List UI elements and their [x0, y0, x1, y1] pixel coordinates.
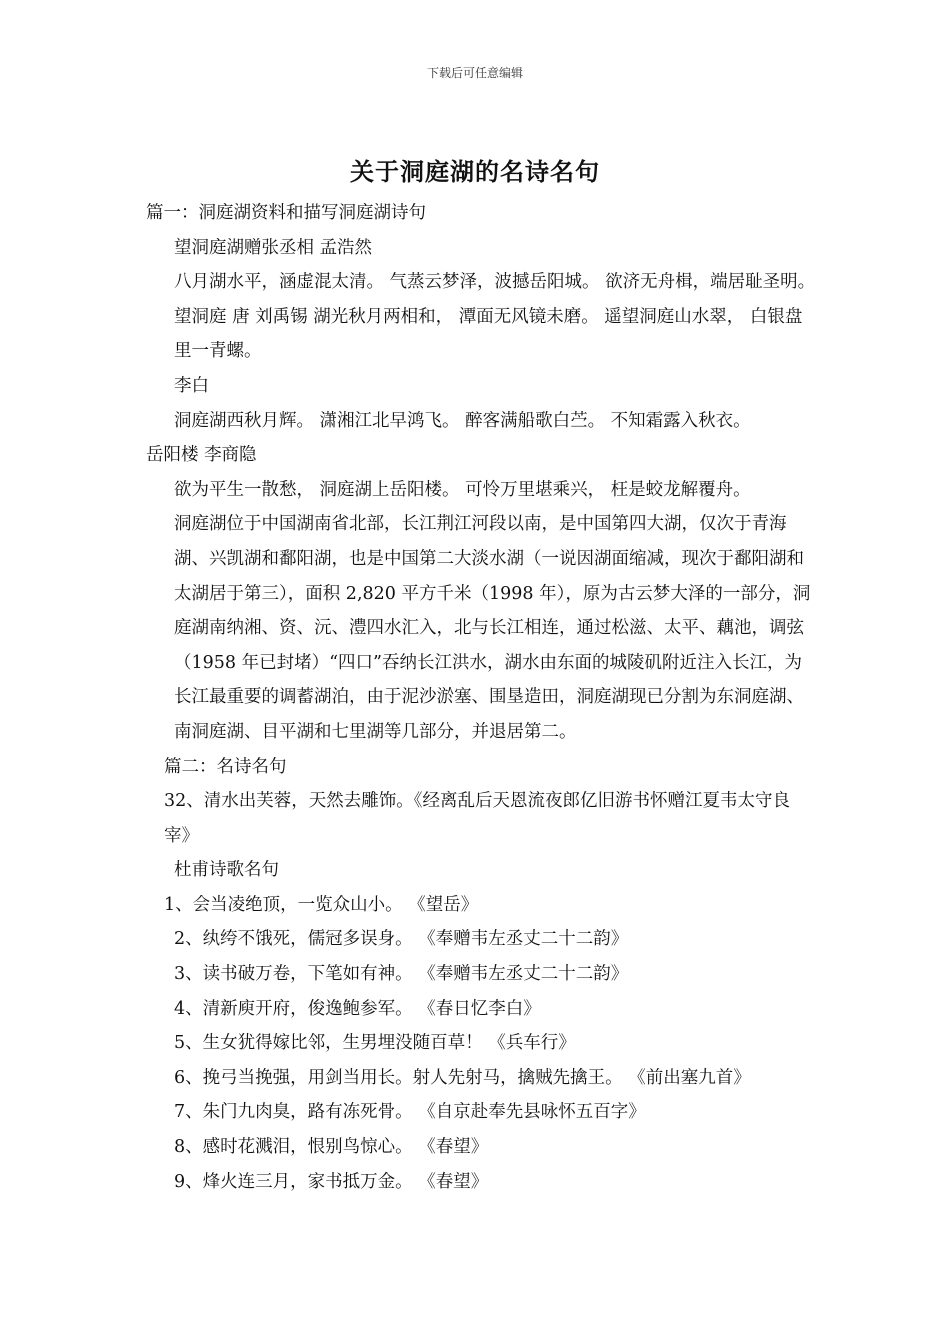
- list-item: 7、朱门九肉臭，路有冻死骨。 《自京赴奉先县咏怀五百字》: [174, 1102, 646, 1123]
- document-title: 关于洞庭湖的名诗名句: [350, 157, 600, 186]
- list-item: 9、烽火连三月，家书抵万金。 《春望》: [174, 1171, 489, 1192]
- poem1-text: 八月湖水平，涵虚混太清。 气蒸云梦泽，波撼岳阳城。 欲济无舟楫，端居耻圣明。 望洞庭 唐 刘禹锡 湖光秋月两相和， 潭面无风镜未磨。 遥望洞庭山水翠， 白银盘里一青螺。: [174, 272, 816, 362]
- poem2-text: 洞庭湖西秋月辉。 潇湘江北早鸿飞。 醉客满船歌白苎。 不知霜露入秋衣。: [174, 410, 751, 431]
- list-item: 1、会当凌绝顶，一览众山小。 《望岳》: [164, 894, 479, 915]
- section1-heading: 篇一：洞庭湖资料和描写洞庭湖诗句: [146, 203, 426, 223]
- list-item: 3、读书破万卷，下笔如有神。 《奉赠韦左丞丈二十二韵》: [174, 964, 629, 985]
- page-header: 下载后可任意编辑: [426, 66, 523, 80]
- list-item: 2、纨绔不饿死，儒冠多误身。 《奉赠韦左丞丈二十二韵》: [174, 929, 629, 950]
- document-body: [146, 196, 816, 1199]
- poem1-title: 望洞庭湖赠张丞相 孟浩然: [174, 237, 373, 258]
- quote-32: 32、清水出芙蓉，天然去雕饰。《经离乱后天恩流夜郎亿旧游书怀赠江夏韦太守良宰》: [164, 791, 791, 846]
- lake-intro-paragraph: 洞庭湖位于中国湖南省北部，长江荆江河段以南，是中国第四大湖，仅次于青海湖、兴凯湖和鄱阳湖，也是中国第二大淡水湖（一说因湖面缩减，现次于鄱阳湖和太湖居于第三），面积 2,820 平方千米（1998 年），原为古云梦大泽的一部分，洞庭湖南纳湘、资、沅、澧四水汇入，北与长江相连，通过松滋、太平、藕池，调弦（1958 年已封堵）“四口”吞纳长江洪水，湖水由东面的城陵矶附近注入长江，为长江最重要的调蓄湖泊，由于泥沙淤塞、围垦造田，洞庭湖现已分割为东洞庭湖、南洞庭湖、目平湖和七里湖等几部分，并退居第二。: [174, 514, 811, 742]
- dufu-heading: 杜甫诗歌名句: [174, 860, 279, 881]
- list-item: 5、生女犹得嫁比邻，生男埋没随百草！ 《兵车行》: [174, 1033, 576, 1054]
- poem3-title: 岳阳楼 李商隐: [146, 445, 257, 466]
- list-item: 8、感时花溅泪，恨别鸟惊心。 《春望》: [174, 1137, 489, 1158]
- poem3-text: 欲为平生一散愁， 洞庭湖上岳阳楼。 可怜万里堪乘兴， 枉是蛟龙解覆舟。: [174, 479, 751, 500]
- section2-heading: 篇二：名诗名句: [164, 756, 287, 777]
- list-item: 6、挽弓当挽强，用剑当用长。射人先射马，擒贼先擒王。 《前出塞九首》: [174, 1067, 751, 1088]
- poet2-name: 李白: [174, 375, 209, 396]
- list-item: 4、清新庾开府，俊逸鲍参军。 《春日忆李白》: [174, 998, 541, 1019]
